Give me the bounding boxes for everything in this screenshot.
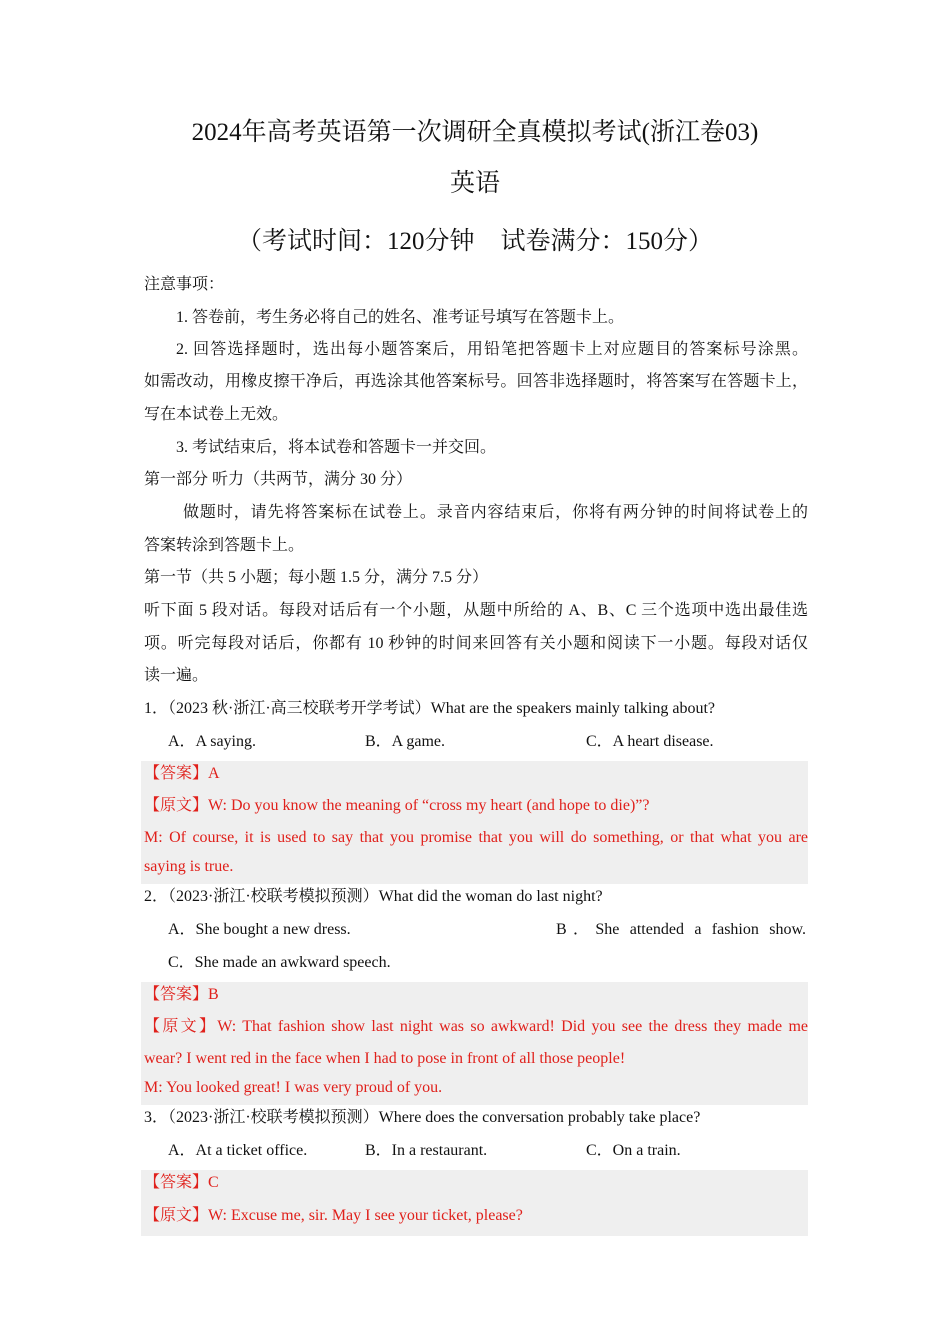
question-3-option-c: C．On a train. — [586, 1142, 681, 1159]
section1-instructions-line-2: 项。听完每段对话后，你都有 10 秒钟的时间来回答有关小题和阅读下一小题。每段对话仅 — [144, 635, 808, 652]
part1-instructions-line-1: 做题时，请先将答案标在试卷上。录音内容结束后，你将有两分钟的时间将试卷上的 — [183, 504, 808, 521]
question-3-transcript-line-1: 【原文】W: Excuse me, sir. May I see your ticket, please? — [144, 1207, 523, 1224]
question-2-option-b: B．She attended a fashion show. — [556, 921, 806, 938]
question-3-option-b: B．In a restaurant. — [365, 1142, 488, 1159]
section1-heading: 第一节（共 5 小题；每小题 1.5 分，满分 7.5 分） — [144, 569, 489, 586]
note-item-3: 3. 考试结束后，将本试卷和答题卡一并交回。 — [176, 439, 497, 456]
part1-instructions-line-2: 答案转涂到答题卡上。 — [144, 537, 305, 554]
question-3-stem: 3．（2023·浙江·校联考模拟预测）Where does the conversation probably take place? — [144, 1109, 701, 1126]
question-1-answer: 【答案】A — [144, 765, 220, 782]
subject-title: 英语 — [449, 170, 500, 197]
question-1-transcript-line-2: M: Of course, it is used to say that you promise that you will do something, or that what you are — [144, 829, 808, 846]
question-2-option-c: C．She made an awkward speech. — [168, 954, 391, 971]
notes-heading: 注意事项： — [144, 276, 225, 293]
part1-heading: 第一部分 听力（共两节，满分 30 分） — [144, 471, 413, 488]
question-1-option-c: C．A heart disease. — [586, 733, 714, 750]
question-2-answer: 【答案】B — [144, 986, 219, 1003]
section1-instructions-line-3: 读一遍。 — [144, 667, 209, 684]
score-info: 试卷满分：150分） — [500, 228, 714, 255]
question-1-option-b: B．A game. — [365, 733, 445, 750]
question-3-answer: 【答案】C — [144, 1174, 219, 1191]
question-2-transcript-line-2: wear? I went red in the face when I had to pose in front of all those people! — [144, 1050, 626, 1067]
section1-instructions-line-1: 听下面 5 段对话。每段对话后有一个小题，从题中所给的 A、B、C 三个选项中选出最佳选 — [144, 602, 808, 619]
question-1-transcript-line-3: saying is true. — [144, 858, 234, 875]
question-1-option-a: A．A saying. — [168, 733, 257, 750]
question-2-transcript-line-3: M: You looked great! I was very proud of you. — [144, 1079, 443, 1096]
time-info: （考试时间：120分钟 — [236, 228, 475, 255]
question-2-option-a: A．She bought a new dress. — [168, 921, 351, 938]
question-2-transcript-line-1: 【原文】W: That fashion show last night was so awkward! Did you see the dress they made me — [144, 1018, 808, 1035]
exam-meta — [0, 225, 950, 259]
question-1-stem: 1．（2023 秋·浙江·高三校联考开学考试）What are the speakers mainly talking about? — [144, 700, 715, 717]
note-item-2-line-3: 写在本试卷上无效。 — [144, 406, 289, 423]
question-3-option-a: A．At a ticket office. — [168, 1142, 308, 1159]
exam-title: 2024年高考英语第一次调研全真模拟考试(浙江卷03) — [191, 119, 759, 146]
note-item-2-line-1: 2. 回答选择题时，选出每小题答案后，用铅笔把答题卡上对应题目的答案标号涂黑。 — [176, 341, 808, 358]
note-item-2-line-2: 如需改动，用橡皮擦干净后，再选涂其他答案标号。回答非选择题时，将答案写在答题卡上， — [144, 373, 808, 390]
question-1-transcript-line-1: 【原文】W: Do you know the meaning of “cross my heart (and hope to die)”? — [144, 797, 650, 814]
question-2-stem: 2．（2023·浙江·校联考模拟预测）What did the woman do last night? — [144, 888, 603, 905]
note-item-1: 1. 答卷前，考生务必将自己的姓名、准考证号填写在答题卡上。 — [176, 309, 625, 326]
